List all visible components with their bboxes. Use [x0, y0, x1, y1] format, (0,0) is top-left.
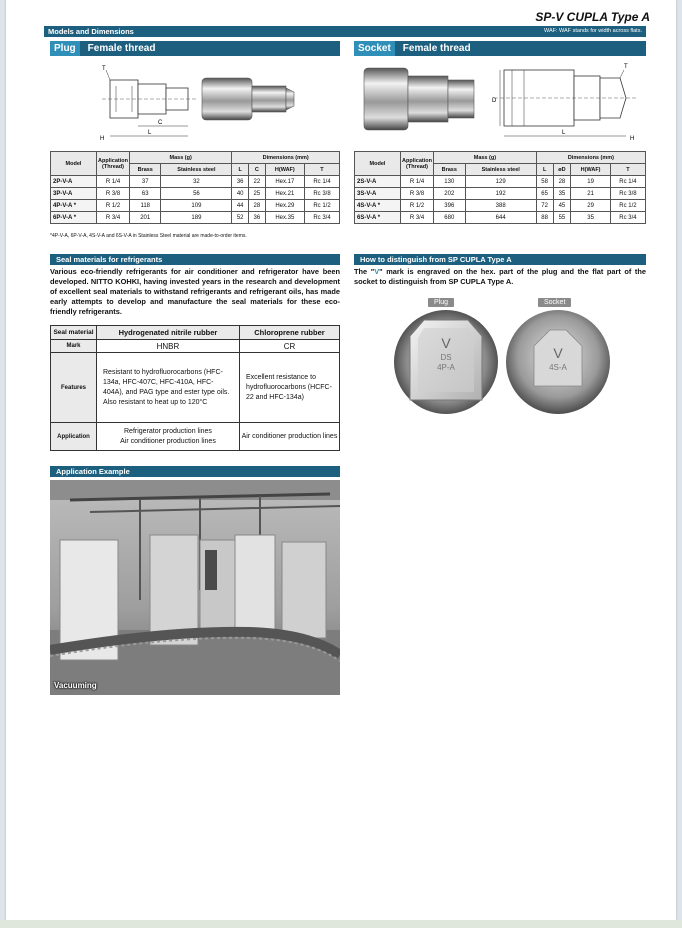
plug-engraving-line2: 4P-A — [437, 363, 455, 372]
plug-spec-table — [50, 151, 340, 224]
plug-dim-c: C — [158, 120, 163, 126]
plug-dim-h: H — [100, 136, 105, 142]
col-l: L — [232, 164, 249, 176]
socket-closeup-image — [504, 308, 612, 416]
col-stainless: Stainless steel — [161, 164, 232, 176]
plug-dim-t: T — [102, 66, 106, 72]
seal-mark-cr: CR — [239, 340, 339, 353]
seal-application-hnbr: Refrigerator production lines Air conditioner production lines — [97, 423, 240, 451]
socket-dim-d: D — [492, 98, 497, 104]
seal-application-cr: Air conditioner production lines — [239, 423, 339, 451]
col-d: øD — [553, 164, 571, 176]
col-h: H(WAF) — [265, 164, 304, 176]
col-t: T — [610, 164, 645, 176]
application-section-bar: Application Example — [50, 466, 340, 477]
socket-engraving-v: V — [553, 345, 563, 361]
document-title: SP-V CUPLA Type A — [535, 10, 650, 24]
col-h: H(WAF) — [571, 164, 610, 176]
socket-photo — [364, 68, 474, 130]
plug-engraving-v: V — [441, 335, 451, 351]
table-row: 3P-V-A R 3/8 63 56 40 25 Hex.21 Rc 3/8 — [51, 188, 340, 200]
plug-photo-label: Plug — [428, 298, 454, 307]
distinguish-text: The "V" mark is engraved on the hex. part of the plug and the flat part of the socket to distinguish from SP CUPLA Type A. — [354, 267, 646, 286]
col-dimensions: Dimensions (mm) — [232, 152, 340, 164]
footnote: *4P-V-A, 6P-V-A, 4S-V-A and 6S-V-A in Stainless Steel material are made-to-order items. — [50, 233, 247, 239]
socket-diagram — [354, 56, 646, 152]
socket-heading — [354, 41, 646, 56]
seal-row-features: Features — [51, 353, 97, 423]
plug-diagram — [50, 56, 340, 152]
bottom-strip — [0, 920, 682, 928]
socket-thread: Female thread — [402, 43, 471, 54]
plug-closeup-image — [392, 308, 500, 416]
socket-spec-table — [354, 151, 646, 224]
plug-heading — [50, 41, 340, 56]
v-mark: V — [374, 267, 380, 276]
application-photo — [50, 480, 340, 695]
plug-photo — [202, 78, 294, 120]
col-t: T — [304, 164, 339, 176]
table-row: 2S-V-A R 1/4 130 129 58 28 19 Rc 1/4 — [355, 176, 646, 188]
socket-dim-h: H — [630, 136, 635, 142]
seal-features-hnbr: Resistant to hydrofluorocarbons (HFC-134a, HFC-407C, HFC-410A, HFC-404A), and PAG type and ester type oils. Also resistant to heat up to 120°C — [97, 353, 240, 423]
section-bar-models — [44, 26, 646, 37]
seal-col-hnbr: Hydrogenated nitrile rubber — [97, 326, 240, 340]
col-application: Application (Thread) — [401, 152, 434, 176]
socket-photo-label: Socket — [538, 298, 571, 307]
seal-row-application: Application — [51, 423, 97, 451]
socket-drawing — [492, 64, 636, 142]
socket-engraving-line1: 4S-A — [549, 363, 567, 372]
col-application: Application (Thread) — [97, 152, 130, 176]
col-model: Model — [355, 152, 401, 176]
col-l: L — [536, 164, 553, 176]
seal-table — [50, 325, 340, 451]
seal-paragraph: Various eco-friendly refrigerants for air conditioner and refrigerator have been developed. NITTO KOHKI, having invested years in the research and development of excellent seal materials to withstand refrigerants and refrigerant oils, has made early attempts to develop and manufacture the seal materials for these eco-friendly refrigerants. — [50, 267, 340, 316]
waf-note: WAF: WAF stands for width across flats. — [543, 28, 642, 34]
socket-label: Socket — [354, 41, 395, 56]
seal-mark-hnbr: HNBR — [97, 340, 240, 353]
section-title: Models and Dimensions — [48, 27, 134, 36]
table-row: 2P-V-A R 1/4 37 32 36 22 Hex.17 Rc 1/4 — [51, 176, 340, 188]
table-row: 3S-V-A R 3/8 202 192 65 35 21 Rc 3/8 — [355, 188, 646, 200]
plug-drawing — [100, 66, 198, 142]
plug-engraving-line1: DS — [440, 353, 452, 362]
table-row: 4P-V-A * R 1/2 118 109 44 28 Hex.29 Rc 1/2 — [51, 200, 340, 212]
plug-dim-l: L — [148, 130, 152, 136]
table-row: 4S-V-A * R 1/2 396 388 72 45 29 Rc 1/2 — [355, 200, 646, 212]
plug-thread: Female thread — [87, 43, 156, 54]
application-caption: Vacuuming — [54, 681, 97, 690]
col-brass: Brass — [434, 164, 466, 176]
plug-label: Plug — [50, 41, 80, 56]
seal-col-label: Seal material — [51, 326, 97, 340]
seal-col-cr: Chloroprene rubber — [239, 326, 339, 340]
table-row: 6S-V-A * R 3/4 680 644 88 55 35 Rc 3/4 — [355, 212, 646, 224]
table-row: 6P-V-A * R 3/4 201 189 52 36 Hex.35 Rc 3/4 — [51, 212, 340, 224]
socket-dim-t: T — [624, 64, 628, 70]
col-mass: Mass (g) — [434, 152, 537, 164]
socket-dim-l: L — [562, 130, 566, 136]
col-stainless: Stainless steel — [465, 164, 536, 176]
col-brass: Brass — [130, 164, 161, 176]
col-c: C — [249, 164, 266, 176]
seal-section-bar: Seal materials for refrigerants — [50, 254, 340, 265]
seal-row-mark: Mark — [51, 340, 97, 353]
seal-features-cr: Excellent resistance to hydrofluorocarbons (HCFC-22 and HFC-134a) — [239, 353, 339, 423]
col-model: Model — [51, 152, 97, 176]
col-dimensions: Dimensions (mm) — [536, 152, 645, 164]
col-mass: Mass (g) — [130, 152, 232, 164]
distinguish-section-bar: How to distinguish from SP CUPLA Type A — [354, 254, 646, 265]
